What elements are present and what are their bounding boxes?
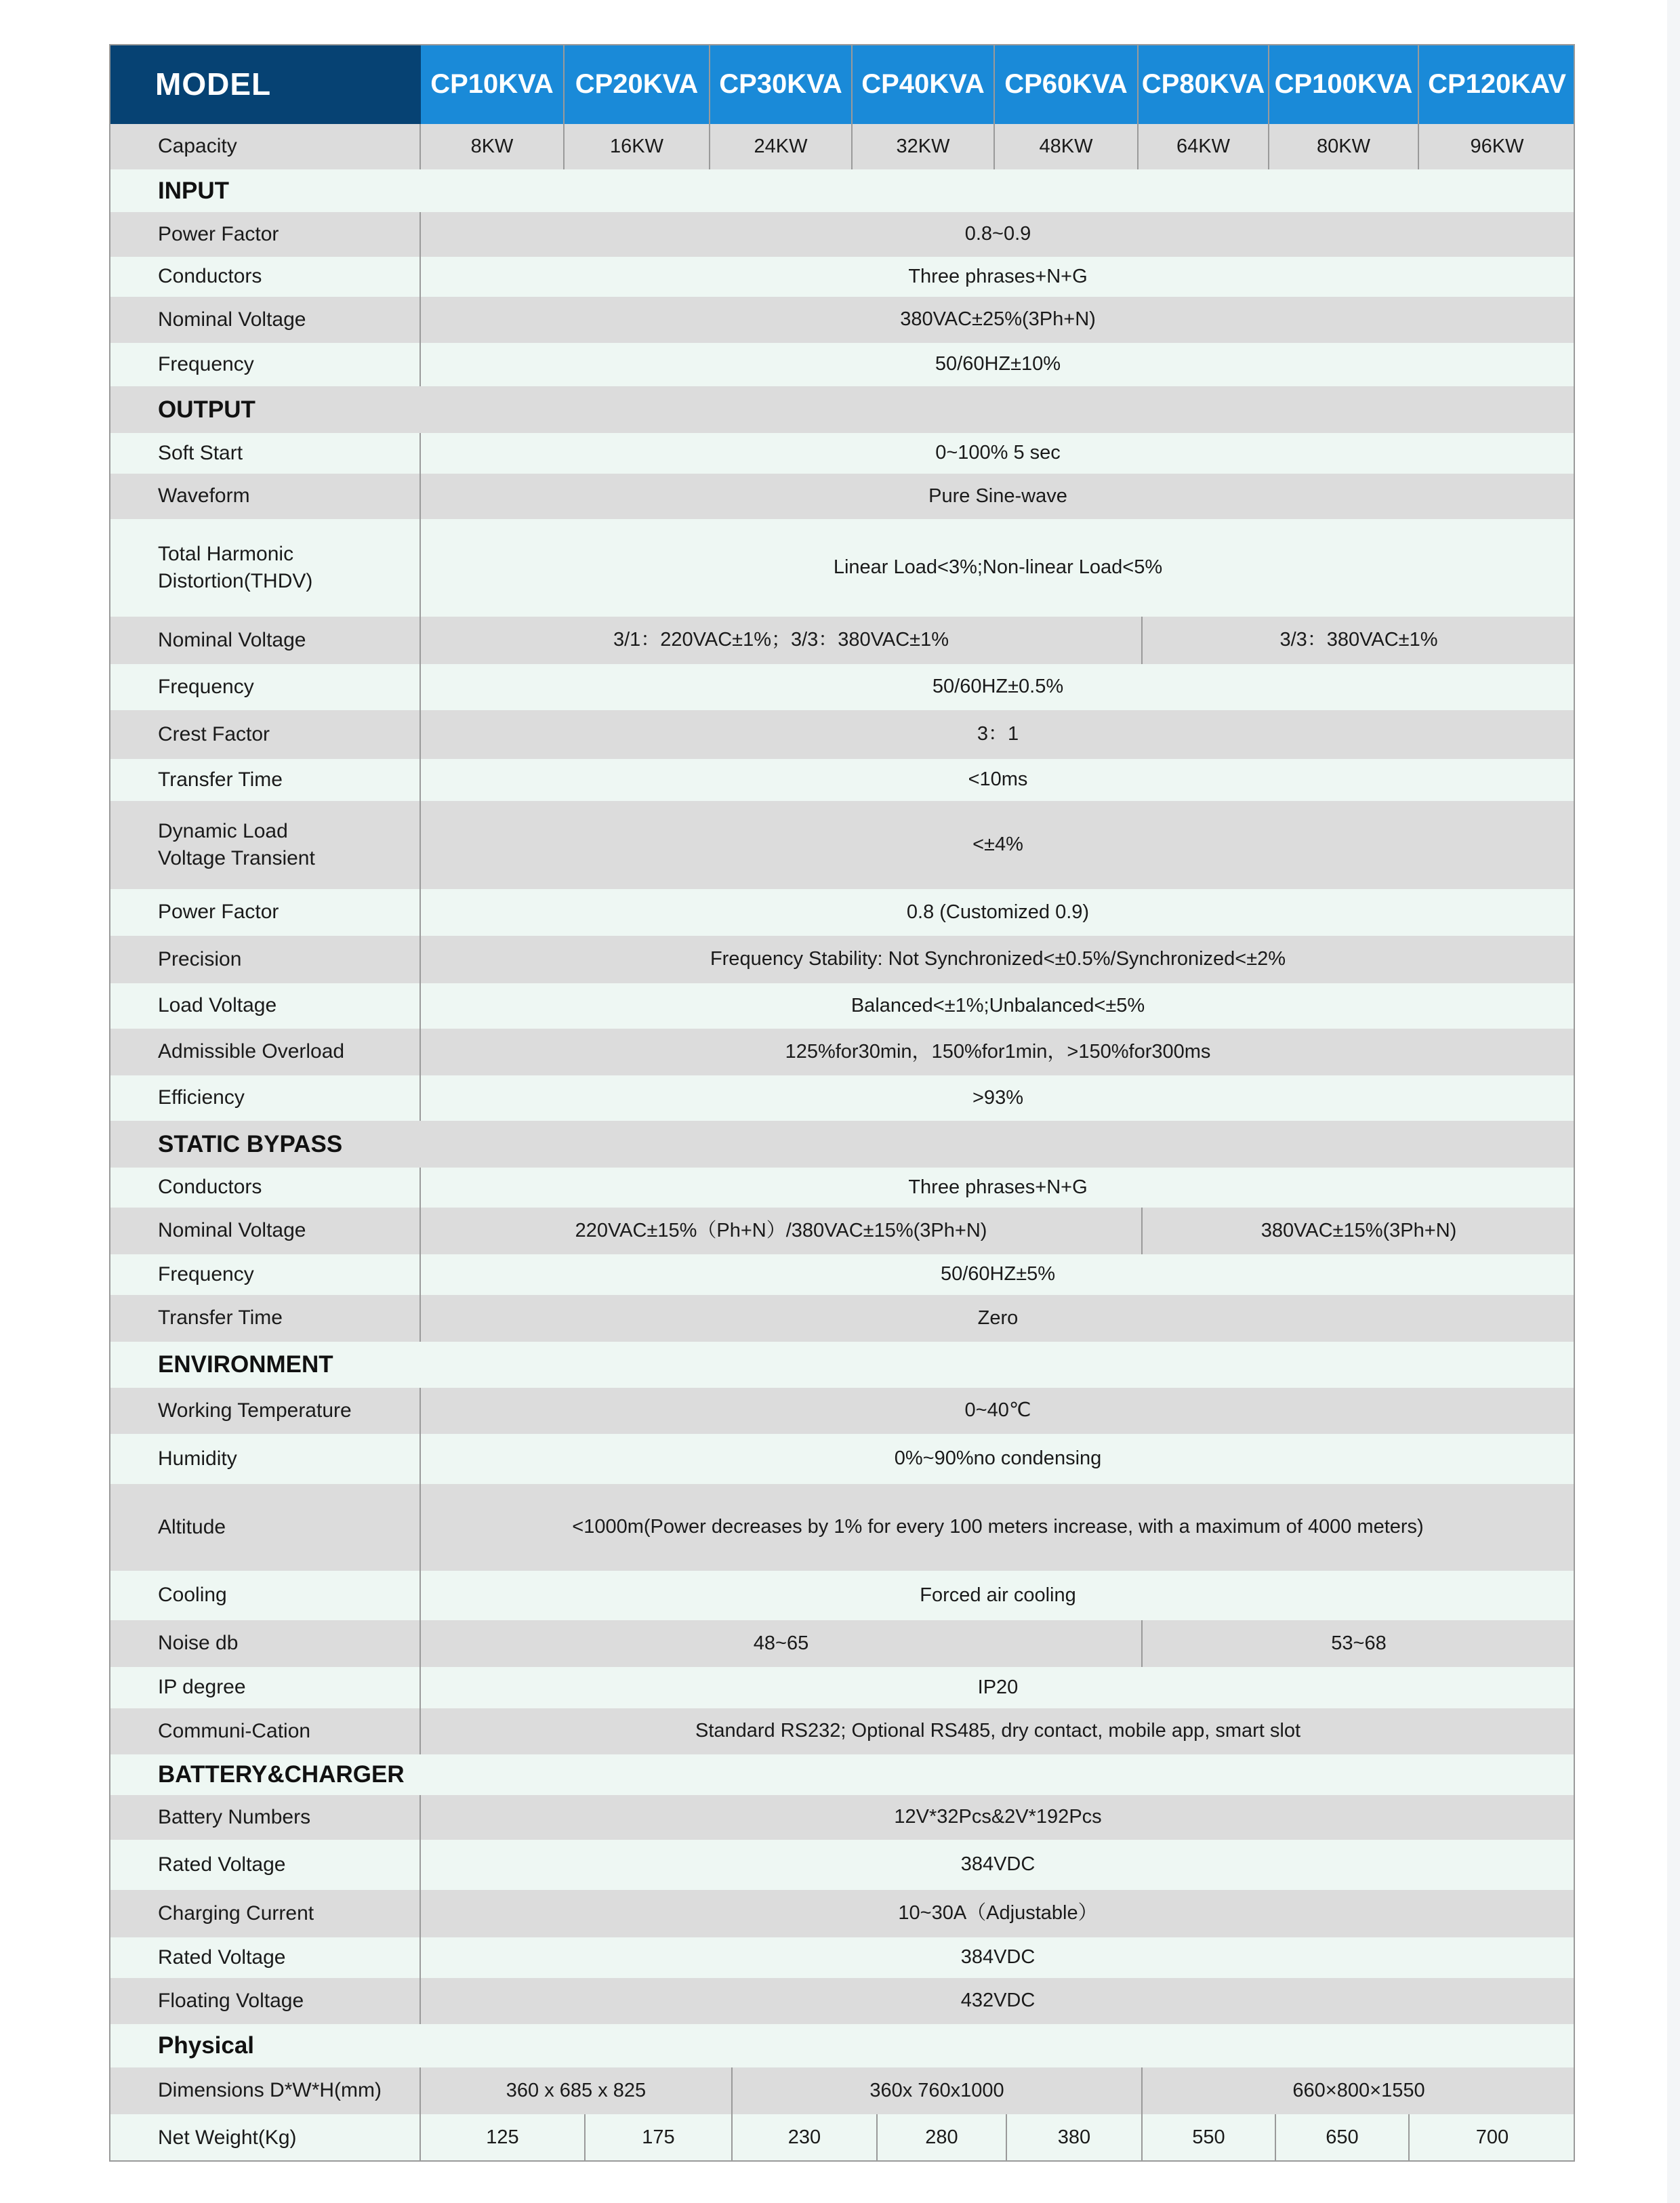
output-thd-label: Total Harmonic Distortion(THDV)	[109, 519, 421, 617]
env-working-temperature-label: Working Temperature	[109, 1388, 421, 1434]
net-weight-value: 650	[1276, 2114, 1410, 2162]
env-humidity-label: Humidity	[109, 1434, 421, 1484]
section-physical: Physical	[109, 2024, 1575, 2067]
section-environment: ENVIRONMENT	[109, 1342, 1575, 1388]
bypass-nominal-voltage-value-left: 220VAC±15%（Ph+N）/380VAC±15%(3Ph+N)	[421, 1208, 1143, 1254]
input-conductors-value: Three phrases+N+G	[421, 257, 1575, 297]
model-column-header: CP30KVA	[710, 44, 853, 124]
output-power-factor-label: Power Factor	[109, 889, 421, 936]
battery-row-value: 384VDC	[421, 1937, 1575, 1978]
input-frequency-label: Frequency	[109, 343, 421, 386]
output-soft-start-value: 0~100% 5 sec	[421, 433, 1575, 474]
output-nominal-voltage-value-right: 3/3：380VAC±1%	[1143, 617, 1575, 664]
battery-row-label: Battery Numbers	[109, 1795, 421, 1840]
model-column-header: CP60KVA	[995, 44, 1139, 124]
dimensions-label: Dimensions D*W*H(mm)	[109, 2067, 421, 2114]
bypass-transfer-time-value: Zero	[421, 1295, 1575, 1342]
net-weight-value: 380	[1007, 2114, 1143, 2162]
env-altitude-value: <1000m(Power decreases by 1% for every 100 meters increase, with a maximum of 4000 meters)	[421, 1484, 1575, 1571]
model-column-header: CP100KVA	[1269, 44, 1419, 124]
output-waveform-value: Pure Sine-wave	[421, 474, 1575, 519]
capacity-label: Capacity	[109, 124, 421, 169]
bypass-frequency-value: 50/60HZ±5%	[421, 1254, 1575, 1295]
dimensions-value: 660×800×1550	[1143, 2067, 1575, 2114]
capacity-value: 64KW	[1139, 124, 1269, 169]
battery-row-label: Floating Voltage	[109, 1978, 421, 2024]
battery-row-label: Rated Voltage	[109, 1937, 421, 1978]
env-cooling-label: Cooling	[109, 1571, 421, 1620]
output-crest-factor-value: 3：1	[421, 710, 1575, 759]
env-altitude-label: Altitude	[109, 1484, 421, 1571]
bypass-conductors-label: Conductors	[109, 1168, 421, 1208]
output-frequency-label: Frequency	[109, 664, 421, 710]
output-precision-value: Frequency Stability: Not Synchronized<±0.5%/Synchronized<±2%	[421, 936, 1575, 983]
env-communication-value: Standard RS232; Optional RS485, dry contact, mobile app, smart slot	[421, 1708, 1575, 1754]
output-transfer-time-value: <10ms	[421, 759, 1575, 801]
bypass-nominal-voltage-label: Nominal Voltage	[109, 1208, 421, 1254]
net-weight-value: 125	[421, 2114, 586, 2162]
output-transfer-time-label: Transfer Time	[109, 759, 421, 801]
env-noise-label: Noise db	[109, 1620, 421, 1667]
capacity-value: 32KW	[853, 124, 995, 169]
net-weight-label: Net Weight(Kg)	[109, 2114, 421, 2162]
output-thd-value: Linear Load<3%;Non-linear Load<5%	[421, 519, 1575, 617]
output-precision-label: Precision	[109, 936, 421, 983]
model-column-header: CP40KVA	[853, 44, 995, 124]
env-cooling-value: Forced air cooling	[421, 1571, 1575, 1620]
output-load-voltage-label: Load Voltage	[109, 983, 421, 1029]
output-nominal-voltage-value-left: 3/1：220VAC±1%；3/3：380VAC±1%	[421, 617, 1143, 664]
net-weight-value: 175	[586, 2114, 733, 2162]
section-static-bypass: STATIC BYPASS	[109, 1121, 1575, 1168]
input-power-factor-value: 0.8~0.9	[421, 212, 1575, 257]
net-weight-value: 550	[1143, 2114, 1276, 2162]
env-ip-degree-value: IP20	[421, 1667, 1575, 1708]
battery-row-value: 432VDC	[421, 1978, 1575, 2024]
dimensions-value: 360x 760x1000	[733, 2067, 1143, 2114]
net-weight-value: 230	[733, 2114, 878, 2162]
output-dynamic-load-value: <±4%	[421, 801, 1575, 889]
bypass-nominal-voltage-value-right: 380VAC±15%(3Ph+N)	[1143, 1208, 1575, 1254]
model-column-header: CP10KVA	[421, 44, 565, 124]
model-header: MODEL	[109, 44, 421, 124]
output-crest-factor-label: Crest Factor	[109, 710, 421, 759]
capacity-value: 96KW	[1419, 124, 1575, 169]
battery-row-label: Rated Voltage	[109, 1840, 421, 1890]
env-communication-label: Communi-Cation	[109, 1708, 421, 1754]
battery-row-value: 10~30A（Adjustable）	[421, 1890, 1575, 1937]
capacity-value: 16KW	[565, 124, 710, 169]
net-weight-value: 280	[878, 2114, 1007, 2162]
input-frequency-value: 50/60HZ±10%	[421, 343, 1575, 386]
input-nominal-voltage-value: 380VAC±25%(3Ph+N)	[421, 297, 1575, 343]
section-input: INPUT	[109, 169, 1575, 212]
capacity-value: 24KW	[710, 124, 853, 169]
output-efficiency-label: Efficiency	[109, 1075, 421, 1121]
capacity-value: 8KW	[421, 124, 565, 169]
model-column-header: CP80KVA	[1139, 44, 1269, 124]
battery-row-value: 384VDC	[421, 1840, 1575, 1890]
model-column-header: CP20KVA	[565, 44, 710, 124]
output-nominal-voltage-label: Nominal Voltage	[109, 617, 421, 664]
section-output: OUTPUT	[109, 386, 1575, 433]
capacity-value: 48KW	[995, 124, 1139, 169]
section-battery: BATTERY&CHARGER	[109, 1754, 1575, 1795]
model-column-header: CP120KAV	[1419, 44, 1575, 124]
bypass-conductors-value: Three phrases+N+G	[421, 1168, 1575, 1208]
dimensions-value: 360 x 685 x 825	[421, 2067, 733, 2114]
env-noise-value-right: 53~68	[1143, 1620, 1575, 1667]
env-humidity-value: 0%~90%no condensing	[421, 1434, 1575, 1484]
input-nominal-voltage-label: Nominal Voltage	[109, 297, 421, 343]
env-working-temperature-value: 0~40℃	[421, 1388, 1575, 1434]
battery-row-value: 12V*32Pcs&2V*192Pcs	[421, 1795, 1575, 1840]
output-power-factor-value: 0.8 (Customized 0.9)	[421, 889, 1575, 936]
capacity-value: 80KW	[1269, 124, 1419, 169]
input-conductors-label: Conductors	[109, 257, 421, 297]
output-admissible-overload-label: Admissible Overload	[109, 1029, 421, 1075]
output-frequency-value: 50/60HZ±0.5%	[421, 664, 1575, 710]
bypass-frequency-label: Frequency	[109, 1254, 421, 1295]
output-efficiency-value: >93%	[421, 1075, 1575, 1121]
battery-row-label: Charging Current	[109, 1890, 421, 1937]
bypass-transfer-time-label: Transfer Time	[109, 1295, 421, 1342]
net-weight-value: 700	[1410, 2114, 1575, 2162]
output-load-voltage-value: Balanced<±1%;Unbalanced<±5%	[421, 983, 1575, 1029]
input-power-factor-label: Power Factor	[109, 212, 421, 257]
output-dynamic-load-label: Dynamic Load Voltage Transient	[109, 801, 421, 889]
output-soft-start-label: Soft Start	[109, 433, 421, 474]
output-waveform-label: Waveform	[109, 474, 421, 519]
env-ip-degree-label: IP degree	[109, 1667, 421, 1708]
output-admissible-overload-value: 125%for30min，150%for1min，>150%for300ms	[421, 1029, 1575, 1075]
ups-spec-table	[109, 44, 1575, 2162]
env-noise-value-left: 48~65	[421, 1620, 1143, 1667]
